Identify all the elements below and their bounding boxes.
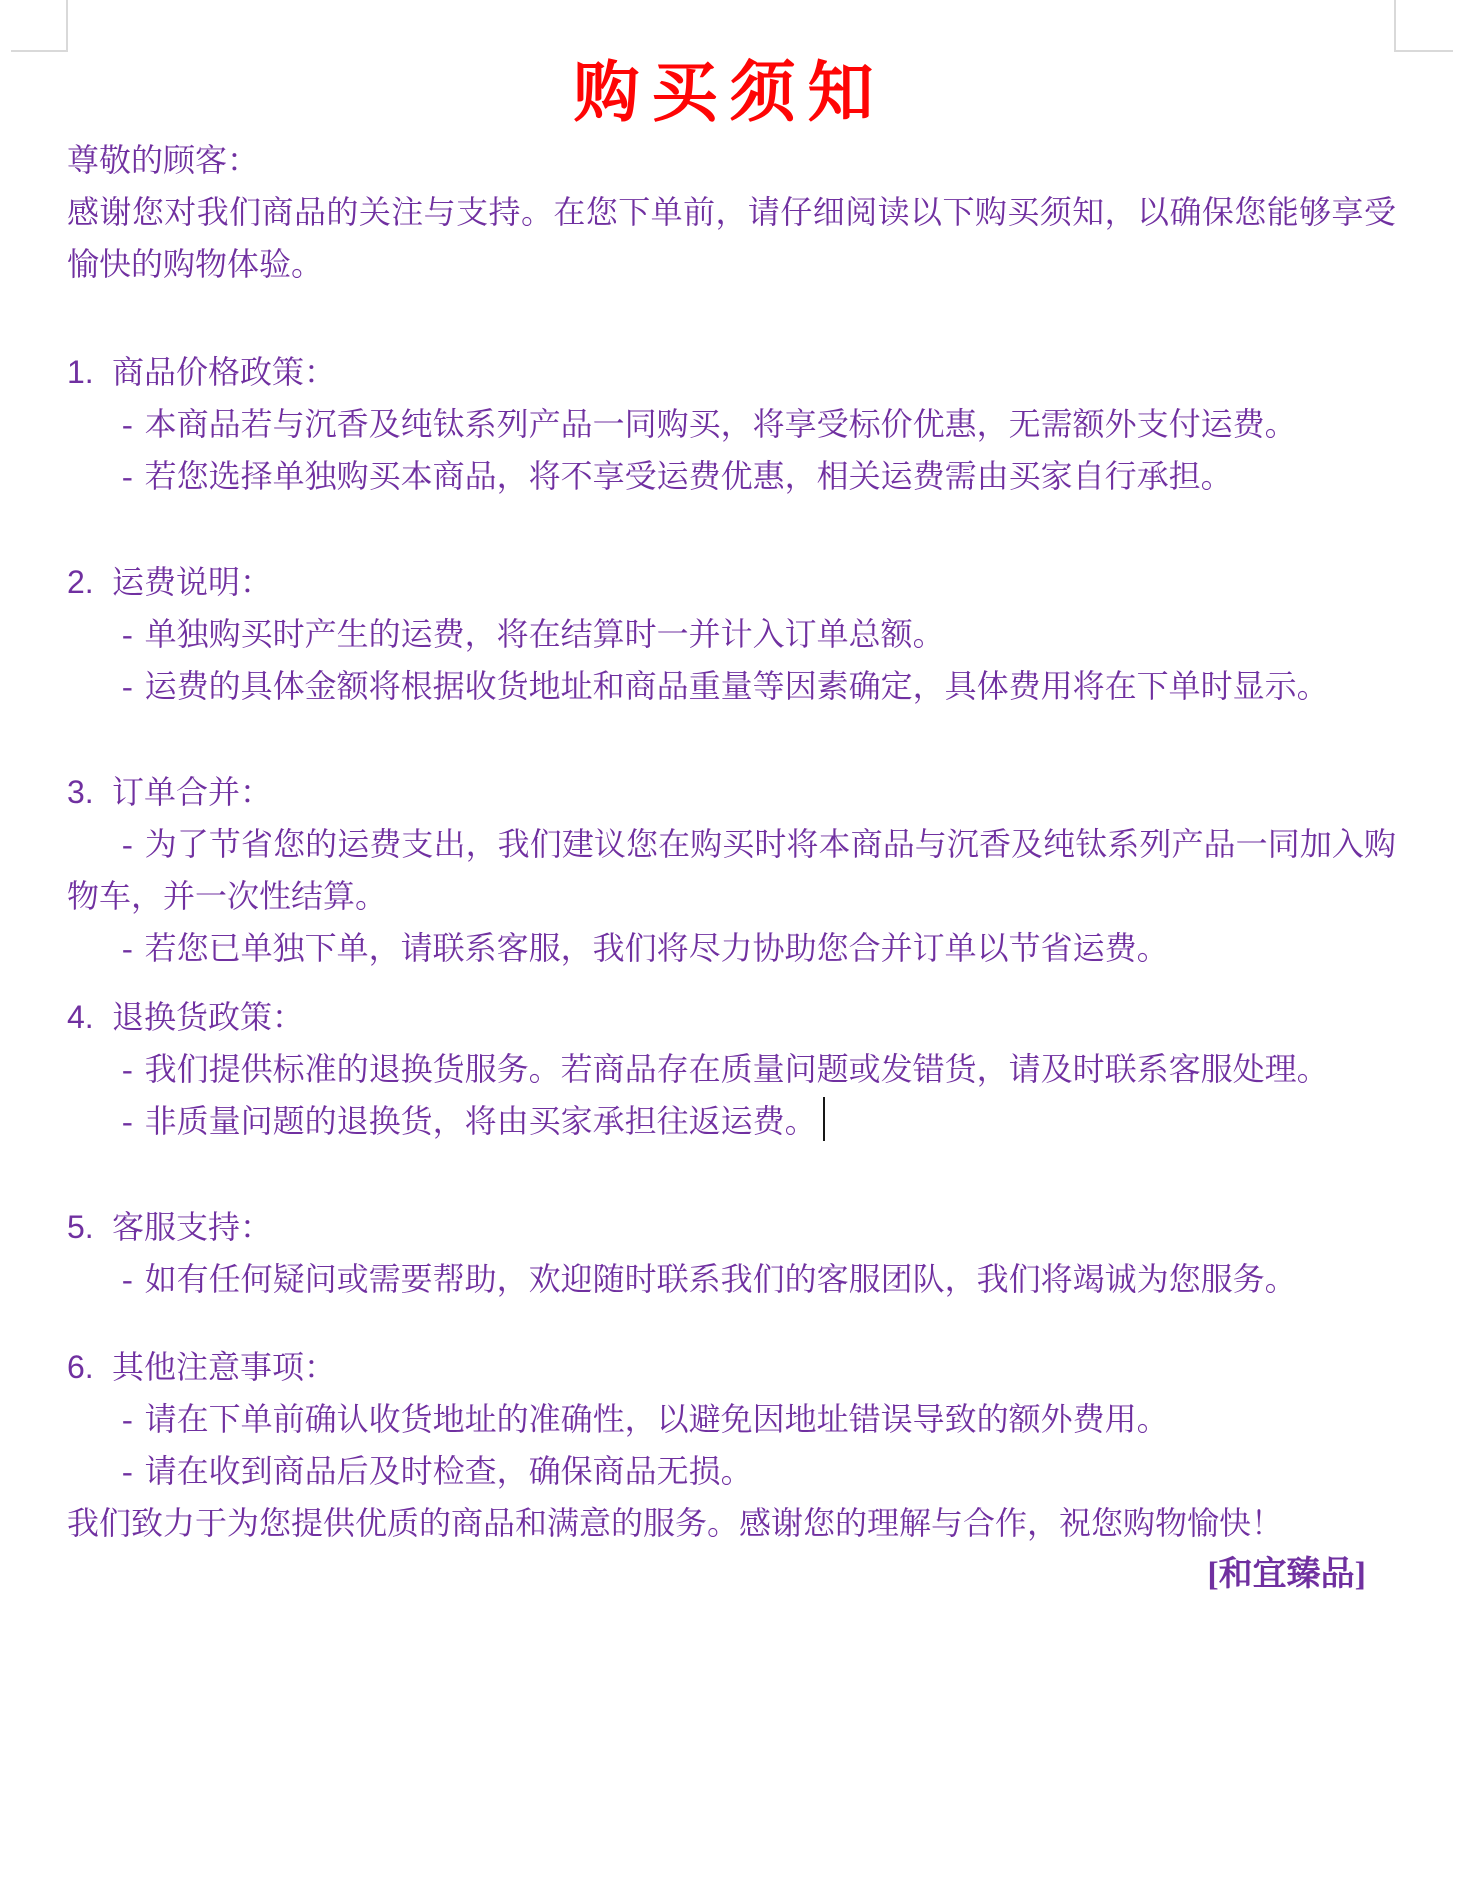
bullet-marker: - xyxy=(122,826,133,862)
bullet-marker: - xyxy=(122,1103,133,1139)
bullet-item[interactable] xyxy=(67,398,1396,450)
bullet-text: 单独购买时产生的运费，将在结算时一并计入订单总额。 xyxy=(144,616,945,652)
bullet-text: 请在收到商品后及时检查，确保商品无损。 xyxy=(144,1453,753,1489)
bullet-item[interactable] xyxy=(67,922,1396,974)
bullet-item[interactable] xyxy=(67,450,1396,502)
bullet-text: 我们提供标准的退换货服务。若商品存在质量问题或发错货，请及时联系客服处理。 xyxy=(144,1051,1329,1087)
section-number: 1. xyxy=(67,354,94,390)
bullet-item[interactable] xyxy=(67,1445,1396,1497)
crop-mark-top-left-horizontal xyxy=(11,50,68,52)
bullet-item[interactable] xyxy=(67,608,1396,660)
crop-mark-top-right-horizontal xyxy=(1394,50,1453,52)
bullet-marker: - xyxy=(122,1401,133,1437)
section-heading[interactable] xyxy=(67,1201,1396,1253)
intro-paragraph[interactable]: 感谢您对我们商品的关注与支持。在您下单前，请仔细阅读以下购买须知，以确保您能够享受愉快的购物体验。 xyxy=(67,194,1396,282)
section-number: 3. xyxy=(67,774,94,810)
bullet-text: 若您已单独下单，请联系客服，我们将尽力协助您合并订单以节省运费。 xyxy=(144,930,1169,966)
text-cursor xyxy=(823,1097,825,1141)
bullet-marker: - xyxy=(122,930,133,966)
bullet-text: 请在下单前确认收货地址的准确性，以避免因地址错误导致的额外费用。 xyxy=(144,1401,1169,1437)
section-heading[interactable] xyxy=(67,1341,1396,1393)
brand-signature[interactable]: [和宜臻品] xyxy=(1207,1556,1366,1593)
bullet-item[interactable] xyxy=(67,1393,1396,1445)
document-body xyxy=(67,134,1396,1601)
section-heading[interactable] xyxy=(67,556,1396,608)
bullet-marker: - xyxy=(122,458,133,494)
section-number: 6. xyxy=(67,1349,94,1385)
section-price-policy xyxy=(67,346,1396,502)
bullet-marker: - xyxy=(122,668,133,704)
bullet-item[interactable] xyxy=(67,1043,1396,1095)
bullet-marker: - xyxy=(122,406,133,442)
bullet-item[interactable] xyxy=(67,1095,1396,1147)
section-other-notes xyxy=(67,1341,1396,1497)
section-number: 4. xyxy=(67,999,94,1035)
closing-paragraph[interactable]: 我们致力于为您提供优质的商品和满意的服务。感谢您的理解与合作，祝您购物愉快！ xyxy=(67,1505,1284,1541)
greeting-line[interactable]: 尊敬的顾客： xyxy=(67,142,260,178)
bullet-text: 如有任何疑问或需要帮助，欢迎随时联系我们的客服团队，我们将竭诚为您服务。 xyxy=(144,1261,1297,1297)
bullet-item[interactable] xyxy=(67,660,1396,712)
section-shipping-info xyxy=(67,556,1396,712)
bullet-text: 运费的具体金额将根据收货地址和商品重量等因素确定，具体费用将在下单时显示。 xyxy=(144,668,1329,704)
section-heading[interactable] xyxy=(67,991,1396,1043)
bullet-marker: - xyxy=(122,1453,133,1489)
bullet-text: 若您选择单独购买本商品，将不享受运费优惠，相关运费需由买家自行承担。 xyxy=(144,458,1233,494)
bullet-text: 本商品若与沉香及纯钛系列产品一同购买，将享受标价优惠，无需额外支付运费。 xyxy=(144,406,1297,442)
bullet-item[interactable] xyxy=(67,1253,1396,1305)
section-heading[interactable] xyxy=(67,346,1396,398)
section-heading[interactable] xyxy=(67,766,1396,818)
section-heading-text: 退换货政策： xyxy=(112,999,305,1035)
section-number: 5. xyxy=(67,1209,94,1245)
bullet-marker: - xyxy=(122,1261,133,1297)
crop-mark-top-right-vertical xyxy=(1394,0,1396,52)
section-heading-text: 订单合并： xyxy=(112,774,273,810)
section-number: 2. xyxy=(67,564,94,600)
bullet-text: 非质量问题的退换货，将由买家承担往返运费。 xyxy=(144,1103,817,1139)
section-order-merge xyxy=(67,766,1396,974)
crop-mark-top-left-vertical xyxy=(66,0,68,52)
page-title[interactable]: 购买须知 xyxy=(573,57,886,130)
section-heading-text: 运费说明： xyxy=(112,564,273,600)
section-heading-text: 客服支持： xyxy=(112,1209,273,1245)
bullet-text: 为了节省您的运费支出，我们建议您在购买时将本商品与沉香及纯钛系列产品一同加入购物车，并一次性结算。 xyxy=(67,826,1396,914)
section-return-policy xyxy=(67,991,1396,1147)
bullet-item[interactable] xyxy=(67,818,1396,922)
bullet-marker: - xyxy=(122,1051,133,1087)
section-customer-support xyxy=(67,1201,1396,1305)
bullet-marker: - xyxy=(122,616,133,652)
section-heading-text: 其他注意事项： xyxy=(112,1349,337,1385)
section-heading-text: 商品价格政策： xyxy=(112,354,337,390)
